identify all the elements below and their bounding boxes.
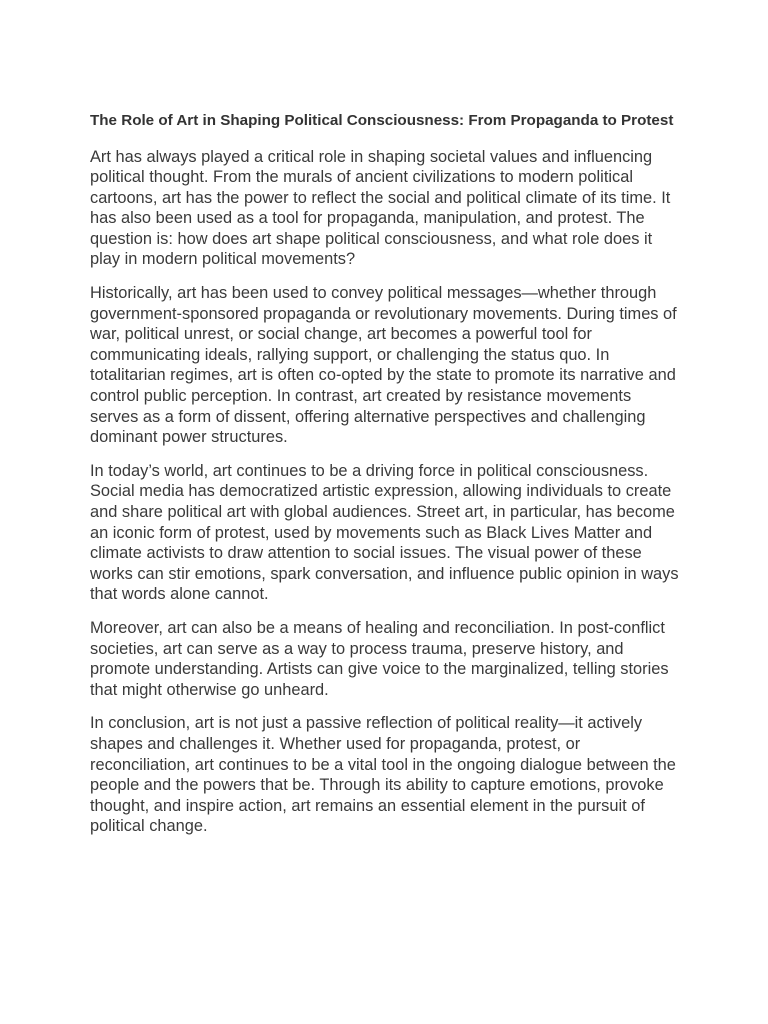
paragraph-2: Historically, art has been used to convey political messages—whether through government-sponsored propaganda or revolutionary movements. During times of war, political unrest, or social change, art becomes a powerful tool for communicating ideals, rallying support, or challenging the status quo. In totalitarian regimes, art is often co-opted by the state to promote its narrative and control public perception. In contrast, art created by resistance movements serves as a form of dissent, offering alternative perspectives and challenging dominant power structures.: [90, 284, 677, 447]
document-page: [90, 111, 680, 850]
paragraph-3: In today’s world, art continues to be a driving force in political consciousness. Social media has democratized artistic expression, allowing individuals to create and share political art with global audiences. Street art, in particular, has become an iconic form of protest, used by movements such as Black Lives Matter and climate activists to draw attention to social issues. The visual power of these works can stir emotions, spark conversation, and influence public opinion in ways that words alone cannot.: [90, 461, 679, 604]
document-title: The Role of Art in Shaping Political Consciousness: From Propaganda to Protest: [90, 112, 674, 129]
paragraph-1: Art has always played a critical role in shaping societal values and influencing political thought. From the murals of ancient civilizations to modern political cartoons, art has the power to reflect the social and political climate of its time. It has also been used as a tool for propaganda, manipulation, and protest. The question is: how does art shape political consciousness, and what role does it play in modern political movements?: [90, 147, 671, 269]
paragraph-4: Moreover, art can also be a means of healing and reconciliation. In post-conflict societies, art can serve as a way to process trauma, preserve history, and promote understanding. Artists can give voice to the marginalized, telling stories that might otherwise go unheard.: [90, 618, 669, 699]
paragraph-5: In conclusion, art is not just a passive reflection of political reality—it actively shapes and challenges it. Whether used for propaganda, protest, or reconciliation, art continues to be a vital tool in the ongoing dialogue between the people and the powers that be. Through its ability to capture emotions, provoke thought, and inspire action, art remains an essential element in the pursuit of political change.: [90, 714, 676, 836]
